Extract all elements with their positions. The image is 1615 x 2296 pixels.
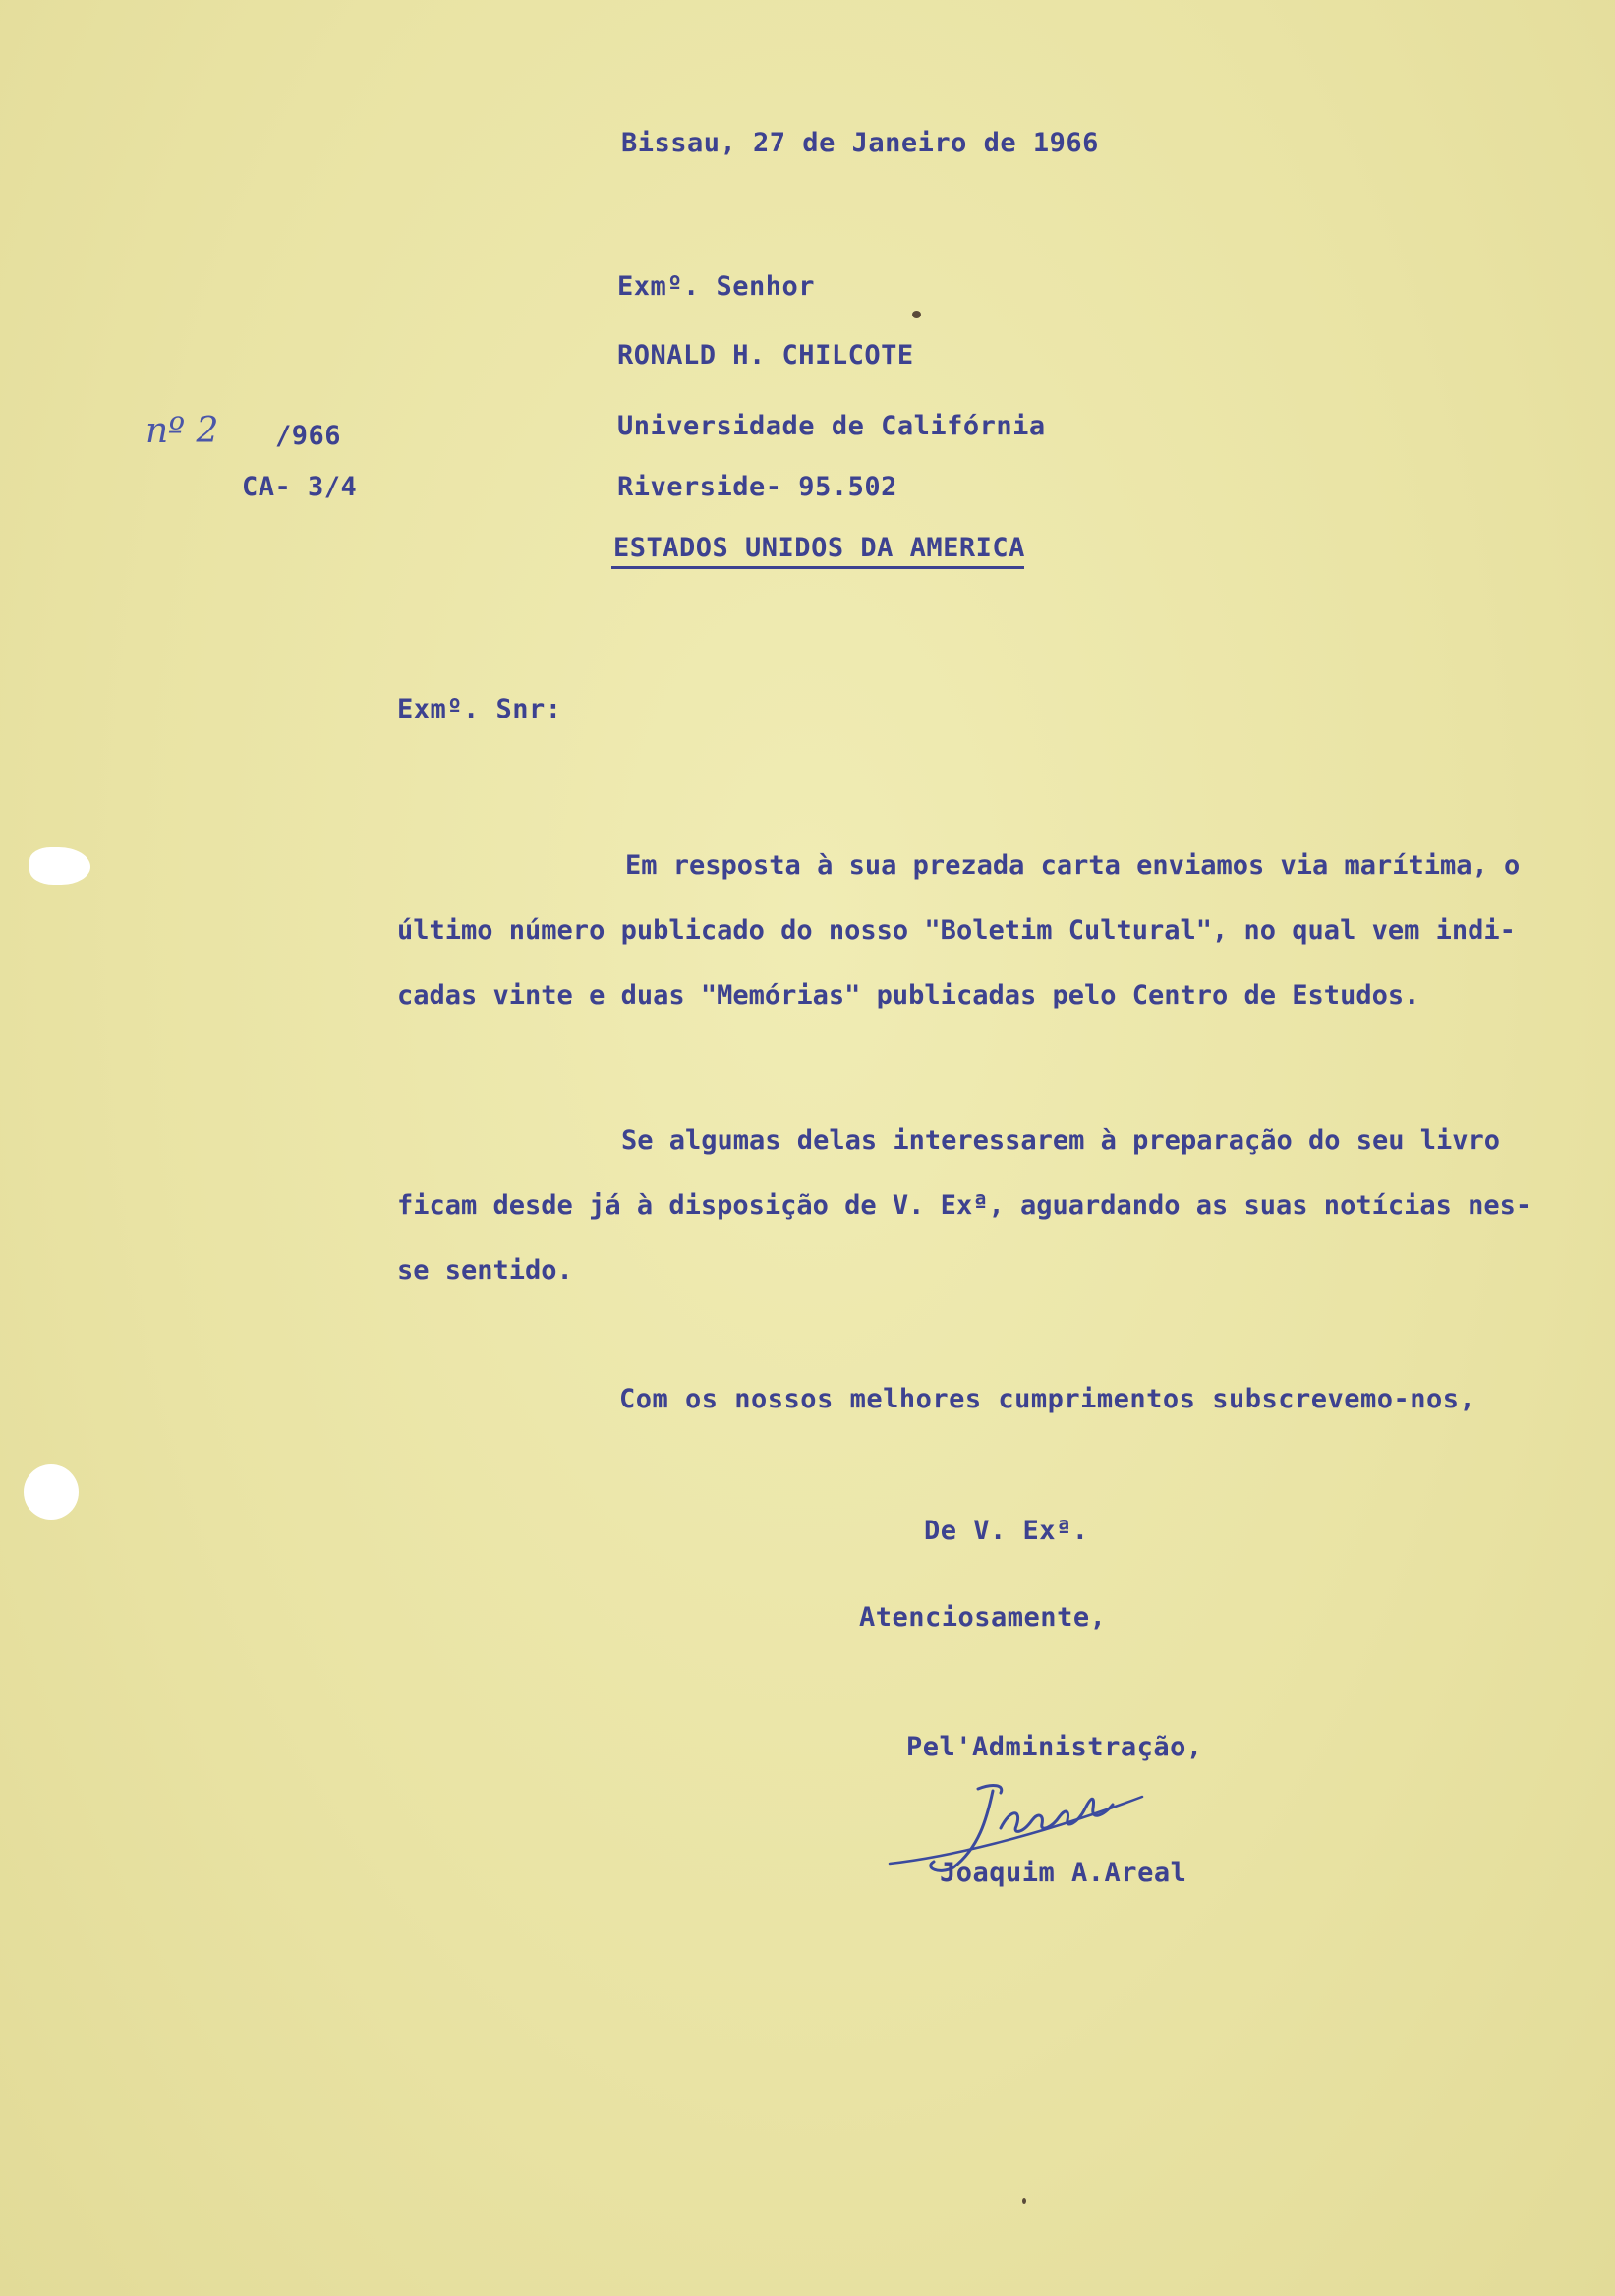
- paragraph-1-line-3: cadas vinte e duas "Memórias" publicadas pelo Centro de Estudos.: [397, 980, 1420, 1010]
- reference-number-handwritten: nº 2: [145, 411, 219, 451]
- addressee-city: Riverside- 95.502: [617, 472, 897, 502]
- greeting: Exmº. Snr:: [397, 694, 562, 724]
- paragraph-2-line-3: se sentido.: [397, 1255, 573, 1286]
- paragraph-2-line-1: Se algumas delas interessarem à preparação do seu livro: [621, 1125, 1501, 1156]
- paragraph-1: [397, 833, 1520, 1028]
- closing-de: De V. Exª.: [924, 1516, 1089, 1546]
- signatory-name: Joaquim A.Areal: [940, 1858, 1187, 1888]
- closing-admin: Pel'Administração,: [906, 1732, 1203, 1762]
- paragraph-1-line-2: último número publicado do nosso "Boletim Cultural", no qual vem indi-: [397, 915, 1516, 946]
- addressee-salutation: Exmº. Senhor: [617, 271, 816, 302]
- addressee-institution: Universidade de Califórnia: [617, 411, 1046, 441]
- punch-hole-top: [29, 847, 90, 885]
- paragraph-2-line-2: ficam desde já à disposição de V. Exª, aguardando as suas notícias nes-: [397, 1190, 1532, 1221]
- paragraph-2: [397, 1109, 1531, 1303]
- country-underline: [611, 566, 1024, 569]
- reference-number-year: /966: [275, 421, 342, 451]
- ink-speck-bottom: [1022, 2198, 1026, 2204]
- ink-speck: [912, 311, 921, 318]
- addressee-country: ESTADOS UNIDOS DA AMERICA: [613, 533, 1025, 563]
- addressee-name: RONALD H. CHILCOTE: [617, 340, 914, 371]
- place-date: Bissau, 27 de Janeiro de 1966: [621, 128, 1099, 158]
- closing-regards: Atenciosamente,: [859, 1602, 1107, 1633]
- reference-code: CA- 3/4: [242, 472, 358, 502]
- closing-line: Com os nossos melhores cumprimentos subscrevemo-nos,: [619, 1384, 1476, 1414]
- paragraph-1-line-1: Em resposta à sua prezada carta enviamos via marítima, o: [625, 850, 1521, 881]
- punch-hole-bottom: [24, 1464, 79, 1520]
